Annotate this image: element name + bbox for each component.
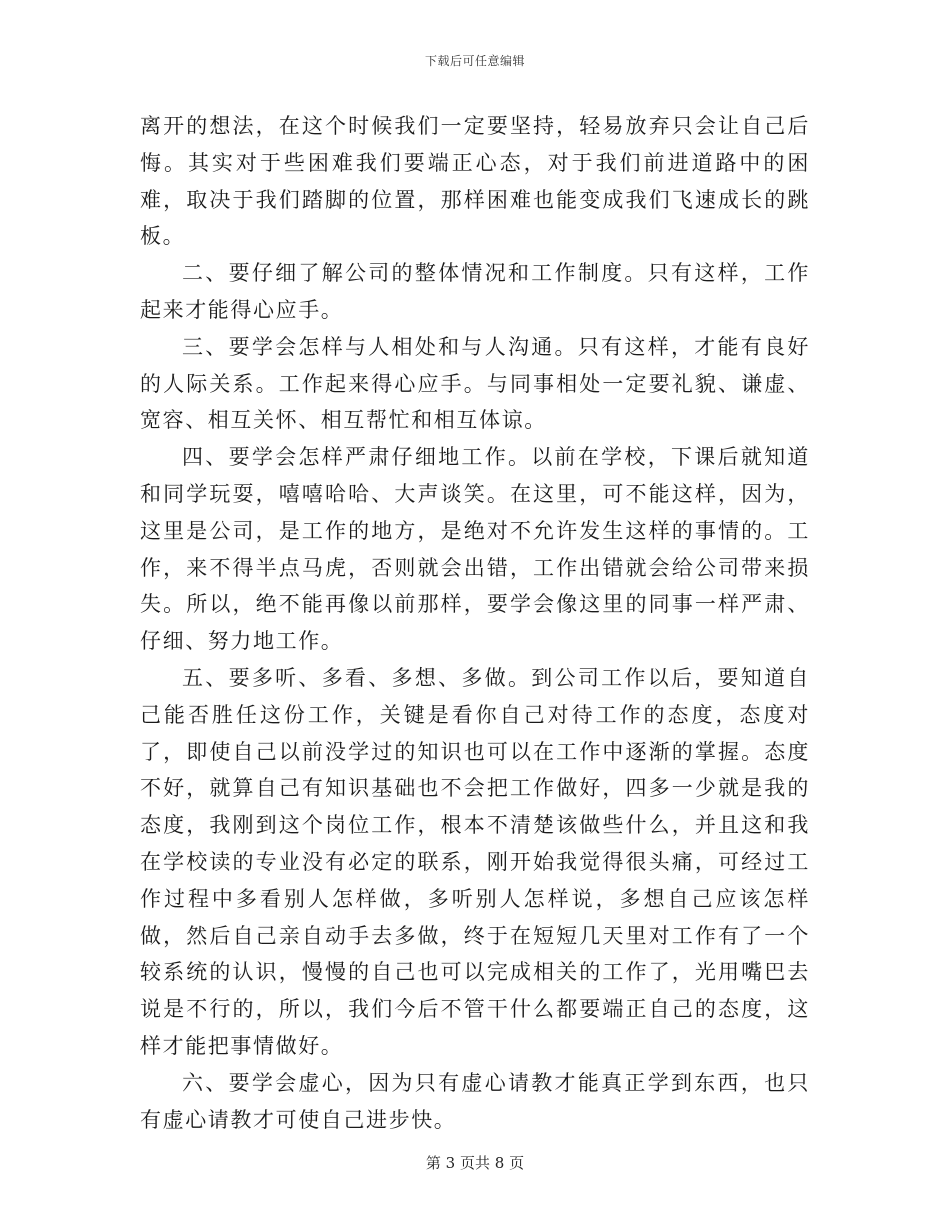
- document-body: [140, 108, 810, 1138]
- paragraph-6: 六、要学会虚心，因为只有虚心请教才能真正学到东西，也只有虚心请教才可使自己进步快。: [140, 1070, 810, 1132]
- page-header: 下载后可任意编辑: [424, 54, 525, 68]
- paragraph-5: 五、要多听、多看、多想、多做。到公司工作以后，要知道自己能否胜任这份工作，关键是看你自己对待工作的态度，态度对了，即使自己以前没学过的知识也可以在工作中逐渐的掌握。态度不好，就算自己有知识基础也不会把工作做好，四多一少就是我的态度，我刚到这个岗位工作，根本不清楚该做些什么，并且这和我在学校读的专业没有必定的联系，刚开始我觉得很头痛，可经过工作过程中多看别人怎样做，多听别人怎样说，多想自己应该怎样做，然后自己亲自动手去多做，终于在短短几天里对工作有了一个较系统的认识，慢慢的自己也可以完成相关的工作了，光用嘴巴去说是不行的，所以，我们今后不管干什么都要端正自己的态度，这样才能把事情做好。: [140, 665, 810, 1058]
- paragraph-3: 三、要学会怎样与人相处和与人沟通。只有这样，才能有良好的人际关系。工作起来得心应手。与同事相处一定要礼貌、谦虚、宽容、相互关怀、相互帮忙和相互体谅。: [140, 334, 810, 433]
- page-number-footer: 第 3 页共 8 页: [425, 1154, 525, 1172]
- paragraph-4: 四、要学会怎样严肃仔细地工作。以前在学校，下课后就知道和同学玩耍，嘻嘻哈哈、大声谈笑。在这里，可不能这样，因为，这里是公司，是工作的地方，是绝对不允许发生这样的事情的。工作，来不得半点马虎，否则就会出错，工作出错就会给公司带来损失。所以，绝不能再像以前那样，要学会像这里的同事一样严肃、仔细、努力地工作。: [140, 445, 810, 654]
- paragraph-1: 离开的想法，在这个时候我们一定要坚持，轻易放弃只会让自己后悔。其实对于些困难我们要端正心态，对于我们前进道路中的困难，取决于我们踏脚的位置，那样困难也能变成我们飞速成长的跳板。: [140, 114, 810, 249]
- paragraph-2: 二、要仔细了解公司的整体情况和工作制度。只有这样，工作起来才能得心应手。: [140, 261, 810, 322]
